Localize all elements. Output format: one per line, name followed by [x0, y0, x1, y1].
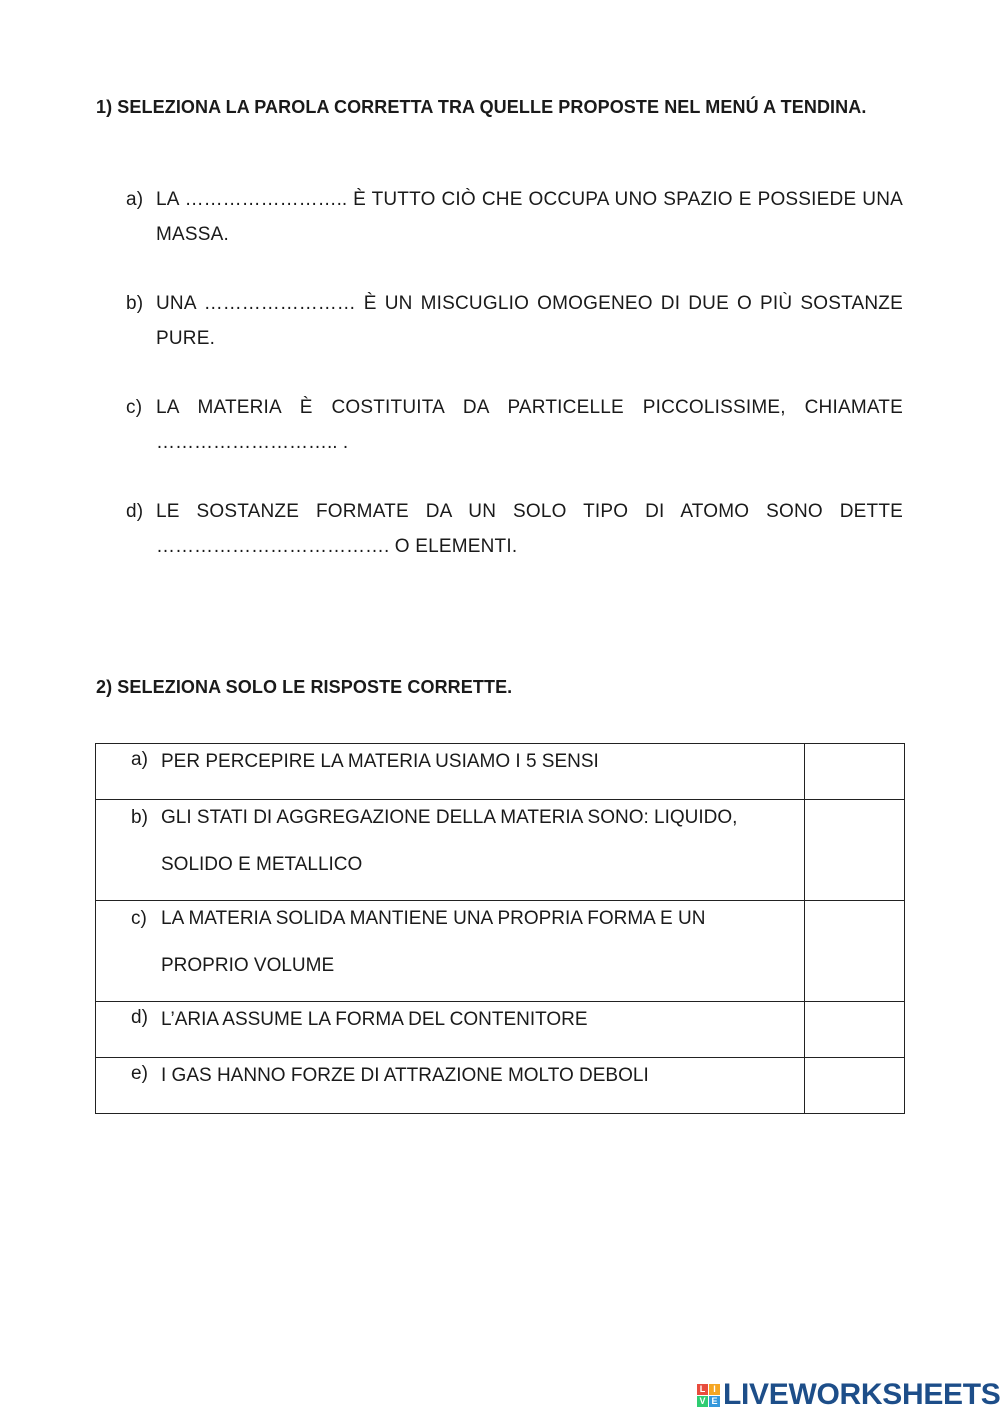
table-row — [96, 800, 905, 901]
question-a — [126, 182, 903, 252]
statement-text: LA MATERIA SOLIDA MANTIENE UNA PROPRIA FORMA E UN PROPRIO VOLUME — [161, 908, 706, 976]
statement-cell — [96, 1002, 805, 1058]
dropdown-blank[interactable]: …………………… — [203, 293, 356, 314]
statement-text: I GAS HANNO FORZE DI ATTRAZIONE MOLTO DEBOLI — [161, 1065, 649, 1086]
answer-checkbox-c[interactable] — [805, 901, 905, 1002]
table-row — [96, 744, 905, 800]
dropdown-blank[interactable]: ………………………………. — [156, 536, 390, 557]
statement-label: a) — [131, 749, 148, 770]
table-row — [96, 1058, 905, 1114]
question-text: LA …………………….. È TUTTO CIÒ CHE OCCUPA UNO SPAZIO E POSSIEDE UNA MASSA. — [156, 189, 903, 245]
dropdown-blank[interactable]: ……………………….. . — [156, 432, 349, 453]
logo-mark-icon: L I V E — [697, 1384, 720, 1407]
statement-cell — [96, 800, 805, 901]
question-label: a) — [126, 189, 144, 210]
statement-label: d) — [131, 1007, 148, 1028]
statement-label: e) — [131, 1063, 148, 1084]
statement-text: GLI STATI DI AGGREGAZIONE DELLA MATERIA SONO: LIQUIDO, SOLIDO E METALLICO — [161, 807, 738, 875]
question-b — [126, 286, 903, 356]
dropdown-blank[interactable]: …………………….. — [184, 189, 348, 210]
statement-text: L’ARIA ASSUME LA FORMA DEL CONTENITORE — [161, 1009, 588, 1030]
answer-checkbox-d[interactable] — [805, 1002, 905, 1058]
answer-checkbox-a[interactable] — [805, 744, 905, 800]
statement-cell — [96, 901, 805, 1002]
question-text: LE SOSTANZE FORMATE DA UN SOLO TIPO DI ATOMO SONO DETTE ………………………………. O ELEMENTI. — [156, 501, 903, 557]
logo-text: LIVEWORKSHEETS — [723, 1378, 1000, 1411]
question-d — [126, 494, 903, 564]
section-1-heading: 1) SELEZIONA LA PAROLA CORRETTA TRA QUELLE PROPOSTE NEL MENÚ A TENDINA. — [96, 97, 867, 117]
answers-table — [95, 743, 905, 1114]
answer-checkbox-b[interactable] — [805, 800, 905, 901]
statement-label: c) — [131, 908, 147, 929]
statement-cell — [96, 744, 805, 800]
question-text: UNA …………………… È UN MISCUGLIO OMOGENEO DI DUE O PIÙ SOSTANZE PURE. — [156, 293, 903, 349]
question-text: LA MATERIA È COSTITUITA DA PARTICELLE PICCOLISSIME, CHIAMATE ……………………….. . — [156, 397, 903, 453]
table-row — [96, 1002, 905, 1058]
statement-text: PER PERCEPIRE LA MATERIA USIAMO I 5 SENSI — [161, 751, 599, 772]
question-c — [126, 390, 903, 460]
answer-checkbox-e[interactable] — [805, 1058, 905, 1114]
question-label: b) — [126, 293, 144, 314]
question-label: c) — [126, 397, 143, 418]
statement-label: b) — [131, 807, 148, 828]
statement-cell — [96, 1058, 805, 1114]
liveworksheets-logo — [697, 1378, 1000, 1412]
section-2-heading: 2) SELEZIONA SOLO LE RISPOSTE CORRETTE. — [96, 677, 513, 697]
table-row — [96, 901, 905, 1002]
question-label: d) — [126, 501, 144, 522]
